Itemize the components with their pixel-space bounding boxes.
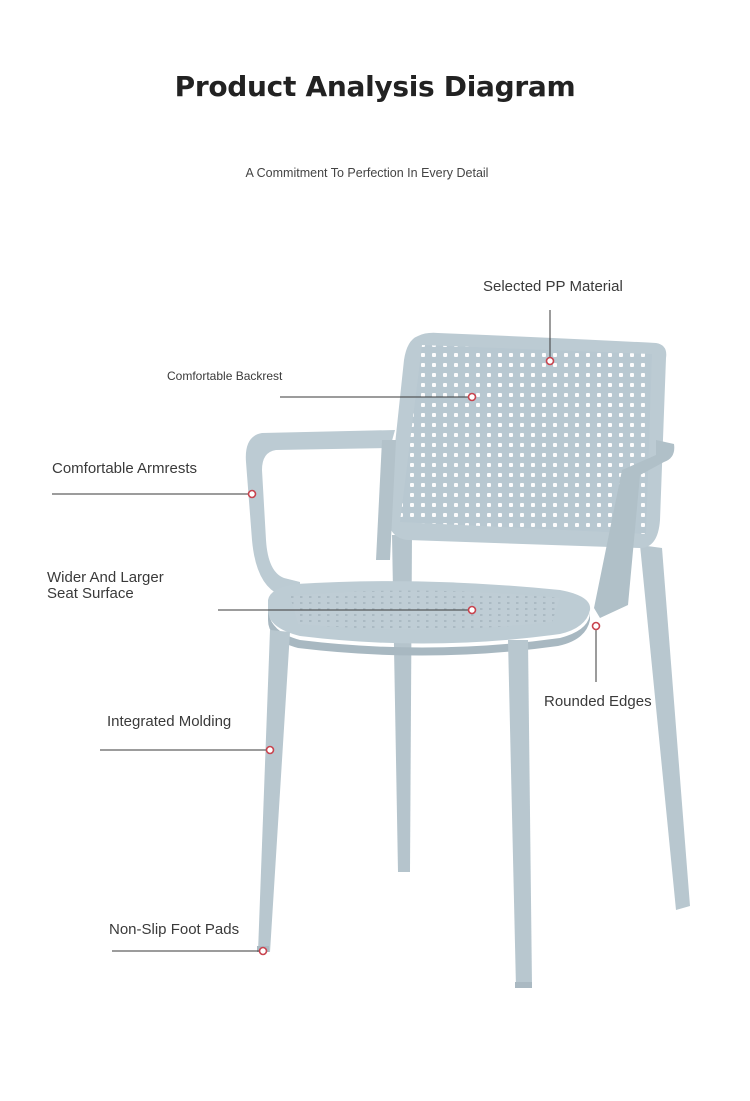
page-title: Product Analysis Diagram	[174, 70, 576, 103]
callout-label-comfortable-backrest: Comfortable Backrest	[167, 369, 283, 383]
callout-label-non-slip-foot-pads: Non-Slip Foot Pads	[109, 921, 240, 938]
marker-selected-pp-material	[547, 358, 554, 365]
marker-integrated-molding	[267, 747, 274, 754]
callout-label-integrated-molding: Integrated Molding	[107, 713, 232, 730]
chair-back-right-leg	[640, 545, 690, 910]
marker-comfortable-armrests	[249, 491, 256, 498]
callout-label-selected-pp-material: Selected PP Material	[483, 278, 623, 295]
chair-backrest-perforations	[400, 345, 652, 534]
callout-label-wider-seat-surface: Wider And Larger Seat Surface	[47, 569, 164, 602]
marker-non-slip-foot-pads	[260, 948, 267, 955]
chair-left-armrest	[246, 430, 395, 598]
chair-front-left-leg	[258, 630, 290, 952]
marker-comfortable-backrest	[469, 394, 476, 401]
callout-label-comfortable-armrests: Comfortable Armrests	[52, 460, 198, 477]
chair	[246, 333, 690, 988]
page-subtitle: A Commitment To Perfection In Every Detail	[245, 166, 489, 180]
marker-rounded-edges	[593, 623, 600, 630]
chair-front-right-leg	[508, 640, 532, 988]
callout-label-rounded-edges: Rounded Edges	[544, 693, 652, 710]
marker-wider-seat-surface	[469, 607, 476, 614]
